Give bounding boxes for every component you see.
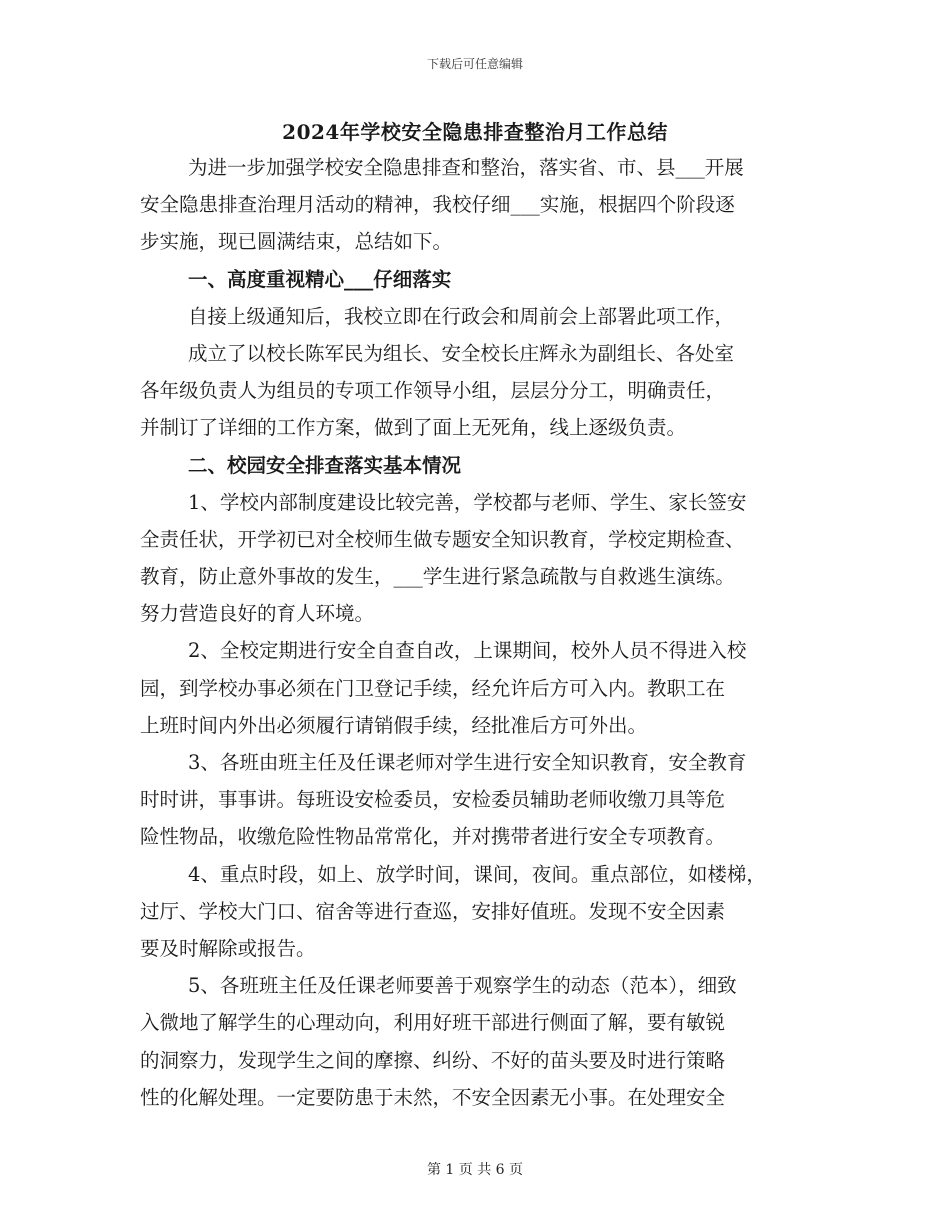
body-line: 4、重点时段，如上、放学时间，课间，夜间。重点部位，如楼梯， bbox=[188, 862, 766, 886]
body-line: 为进一步加强学校安全隐患排查和整治，落实省、市、县___开展 bbox=[188, 156, 744, 179]
body-line: 努力营造良好的育人环境。 bbox=[140, 602, 375, 626]
body-line: 过厅、学校大门口、宿舍等进行查巡，安排好值班。发现不安全因素 bbox=[140, 899, 726, 923]
body-line: 性的化解处理。一定要防患于未然，不安全因素无小事。在处理安全 bbox=[140, 1085, 726, 1109]
body-line: 要及时解除或报告。 bbox=[140, 936, 316, 960]
body-line: 自接上级通知后，我校立即在行政会和周前会上部署此项工作， bbox=[188, 304, 735, 328]
body-line: 全责任状，开学初已对全校师生做专题安全知识教育，学校定期检查、 bbox=[140, 527, 745, 551]
body-line: 险性物品，收缴危险性物品常常化，并对携带者进行安全专项教育。 bbox=[140, 825, 726, 849]
document-body bbox=[140, 149, 820, 1116]
body-line: 园，到学校办事必须在门卫登记手续，经允许后方可入内。教职工在 bbox=[140, 676, 726, 700]
body-line: 并制订了详细的工作方案，做到了面上无死角，线上逐级负责。 bbox=[140, 416, 687, 440]
page-footer: 第 1 页 共 6 页 bbox=[426, 1162, 524, 1178]
section-heading: 一、高度重视精心___仔细落实 bbox=[188, 267, 452, 291]
body-line: 上班时间内外出必须履行请销假手续，经批准后方可外出。 bbox=[140, 713, 648, 737]
document-title: 2024年学校安全隐患排查整治月工作总结 bbox=[282, 120, 668, 144]
body-line: 5、各班班主任及任课老师要善于观察学生的动态（范本），细致 bbox=[188, 974, 737, 998]
body-line: 各年级负责人为组员的专项工作领导小组，层层分分工，明确责任， bbox=[140, 379, 726, 403]
body-line: 成立了以校长陈军民为组长、安全校长庄辉永为副组长、各处室 bbox=[188, 341, 735, 365]
header-note: 下载后可任意编辑 bbox=[426, 57, 523, 71]
body-line: 1、学校内部制度建设比较完善，学校都与老师、学生、家长签安 bbox=[188, 490, 747, 514]
body-line: 入微地了解学生的心理动向，利用好班干部进行侧面了解，要有敏锐 bbox=[140, 1011, 726, 1035]
body-line: 教育，防止意外事故的发生，___学生进行紧急疏散与自救逃生演练。 bbox=[140, 565, 735, 589]
body-line: 步实施，现已圆满结束，总结如下。 bbox=[140, 230, 453, 254]
body-line: 时时讲，事事讲。每班设安检委员，安检委员辅助老师收缴刀具等危 bbox=[140, 788, 726, 812]
body-line: 的洞察力，发现学生之间的摩擦、纠纷、不好的苗头要及时进行策略 bbox=[140, 1048, 726, 1072]
body-line: 2、全校定期进行安全自查自改，上课期间，校外人员不得进入校 bbox=[188, 639, 747, 663]
body-line: 3、各班由班主任及任课老师对学生进行安全知识教育，安全教育 bbox=[188, 751, 747, 774]
body-line: 安全隐患排查治理月活动的精神，我校仔细___实施，根据四个阶段逐 bbox=[140, 193, 735, 217]
section-heading: 二、校园安全排查落实基本情况 bbox=[188, 453, 462, 477]
